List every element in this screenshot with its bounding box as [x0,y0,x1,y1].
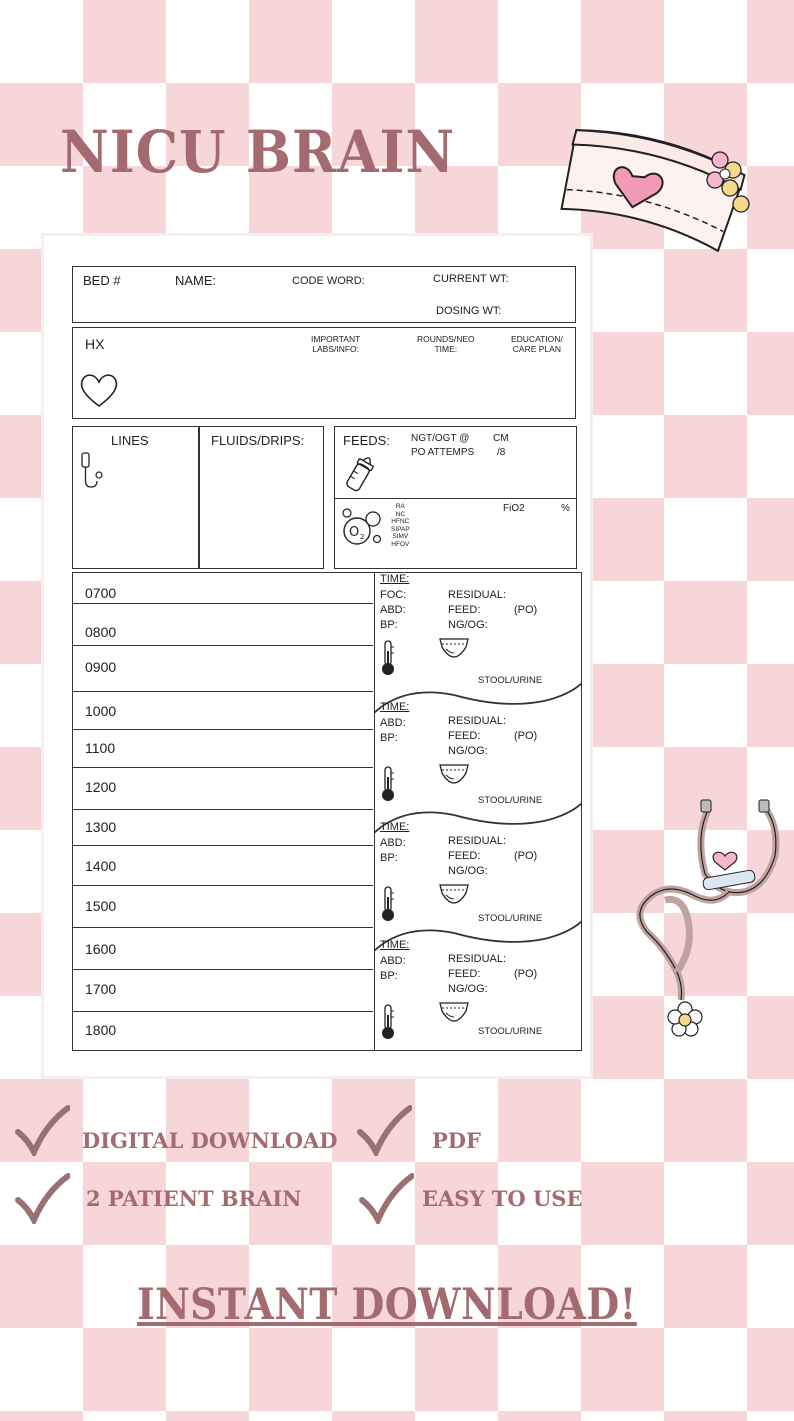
history-box [72,327,576,419]
patient-header-box [72,266,576,323]
education-label: EDUCATION/ CARE PLAN [511,334,563,354]
foc-label: FOC: [380,589,407,601]
ng-og-label: NG/OG: [448,745,488,757]
feature-easy-to-use: EASY TO USE [422,1186,583,1211]
time-row-divider [73,767,373,768]
name-label: NAME: [175,273,217,288]
diaper-icon [438,881,470,905]
time-row-divider [73,603,373,604]
schedule-grid [72,572,582,1051]
code-word-label: CODE WORD: [292,275,365,287]
bp-label: BP: [380,619,398,631]
time-row-divider [73,729,373,730]
assessment-panel [374,939,582,1052]
hx-label: HX [85,336,105,352]
bp-label: BP: [380,970,398,982]
fluids-drips-label: FLUIDS/DRIPS: [211,433,305,448]
feed-label: FEED: [448,730,481,742]
residual-label: RESIDUAL: [448,835,507,847]
time-row-divider [73,927,373,928]
time-slot-label: 1600 [85,941,117,957]
stethoscope-icon [625,796,785,1041]
time-row-divider [73,969,373,970]
assessment-time-label: TIME: [380,573,410,585]
time-row-divider [73,1011,373,1012]
assessment-time-label: TIME: [380,939,410,951]
resp-modes-list: RA NC HFNC SIPAP SIMV HFOV [391,503,410,548]
time-row-divider [73,645,373,646]
dosing-weight-label: DOSING WT: [436,305,502,317]
po-attempts-label: PO ATTEMPS [411,447,475,458]
cm-label: CM [493,433,509,444]
time-row-divider [73,885,373,886]
ng-og-label: NG/OG: [448,983,488,995]
time-slot-label: 0900 [85,659,117,675]
svg-text:O: O [349,525,360,540]
diaper-icon [438,635,470,659]
diaper-icon [438,761,470,785]
bp-label: BP: [380,732,398,744]
time-slot-label: 1200 [85,779,117,795]
feature-digital-download: DIGITAL DOWNLOAD [82,1128,338,1153]
lines-fluids-box [72,426,324,569]
residual-label: RESIDUAL: [448,715,507,727]
po-label: (PO) [514,730,538,742]
ngt-ogt-label: NGT/OGT @ [411,433,470,444]
ng-og-label: NG/OG: [448,619,488,631]
lines-label: LINES [111,433,149,448]
checkmark-icon [358,1172,414,1224]
assessment-panel [374,701,582,821]
bed-label: BED # [83,273,121,288]
po-attempts-value: /8 [497,447,506,458]
checkmark-icon [14,1172,70,1224]
feed-label: FEED: [448,968,481,980]
residual-label: RESIDUAL: [448,589,507,601]
time-slot-label: 1400 [85,858,117,874]
time-slot-label: 1700 [85,981,117,997]
rounds-time-label: ROUNDS/NEO TIME: [417,334,475,354]
assessment-time-label: TIME: [380,701,410,713]
svg-text:2: 2 [360,533,365,541]
time-row-divider [73,809,373,810]
time-slot-label: 1100 [85,740,116,756]
heart-icon [77,370,121,410]
abd-label: ABD: [380,604,406,616]
feature-2-patient-brain: 2 PATIENT BRAIN [86,1186,302,1211]
stool-urine-label: STOOL/URINE [478,675,543,686]
abd-label: ABD: [380,837,406,849]
page-title: NICU BRAIN [60,118,456,186]
assessment-panels [374,573,582,1050]
po-label: (PO) [514,604,538,616]
important-labs-label: IMPORTANT LABS/INFO: [311,334,361,354]
stool-urine-label: STOOL/URINE [478,795,543,806]
fio2-label: FiO2 [503,503,525,514]
stool-urine-label: STOOL/URINE [478,913,543,924]
time-slot-label: 0700 [85,585,117,601]
bottle-icon [341,449,381,495]
time-slot-label: 1000 [85,703,117,719]
oxygen-icon [337,503,387,553]
thermometer-icon [380,1003,396,1041]
percent-label: % [561,503,570,514]
time-slot-label: 1300 [85,819,117,835]
abd-label: ABD: [380,955,406,967]
diaper-icon [438,999,470,1023]
time-row-divider [73,691,373,692]
current-weight-label: CURRENT WT: [433,273,509,285]
thermometer-icon [380,639,396,677]
assessment-time-label: TIME: [380,821,410,833]
thermometer-icon [380,765,396,803]
time-row-divider [73,845,373,846]
assessment-panel [374,821,582,939]
instant-download-heading: INSTANT DOWNLOAD! [137,1280,637,1330]
feed-label: FEED: [448,604,481,616]
po-label: (PO) [514,850,538,862]
checkmark-icon [356,1104,412,1156]
feeds-box [334,426,577,499]
ng-og-label: NG/OG: [448,865,488,877]
brain-sheet [44,236,590,1076]
assessment-panel [374,573,582,701]
feature-pdf: PDF [432,1128,481,1153]
timeline-column [73,573,375,1050]
residual-label: RESIDUAL: [448,953,507,965]
iv-line-icon [79,451,107,491]
feeds-label: FEEDS: [343,433,390,448]
bp-label: BP: [380,852,398,864]
checkmark-icon [14,1104,70,1156]
time-slot-label: 1800 [85,1022,117,1038]
stool-urine-label: STOOL/URINE [478,1026,543,1037]
po-label: (PO) [514,968,538,980]
feed-label: FEED: [448,850,481,862]
time-slot-label: 0800 [85,624,117,640]
abd-label: ABD: [380,717,406,729]
time-slot-label: 1500 [85,898,117,914]
respiratory-box [334,498,577,569]
